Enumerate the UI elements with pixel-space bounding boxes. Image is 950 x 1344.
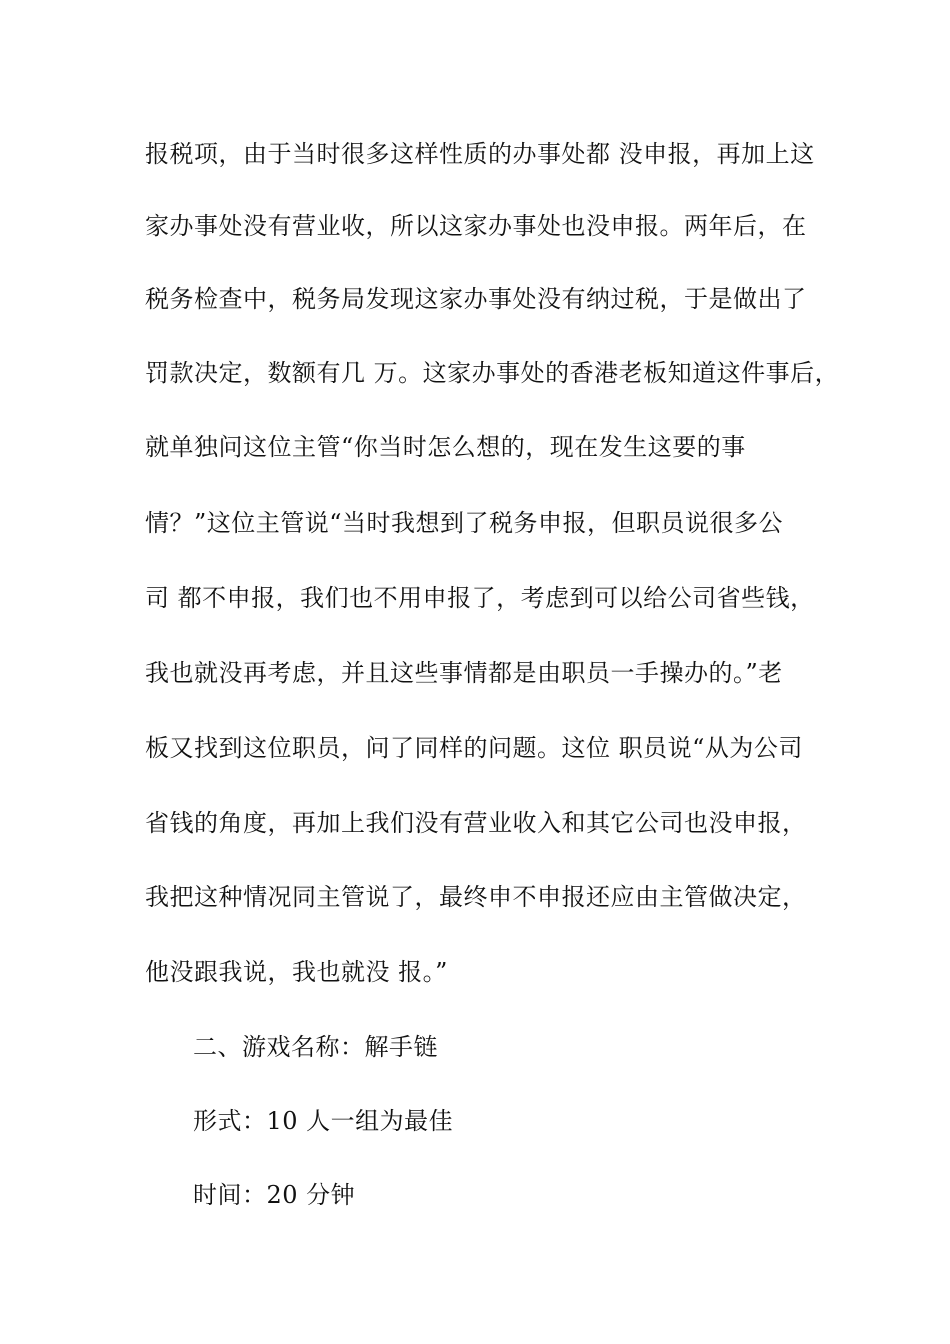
paragraph-line: 就单独问这位主管“你当时怎么想的，现在发生这要的事 [145, 433, 746, 461]
paragraph-line: 家办事处没有营业收，所以这家办事处也没申报。两年后，在 [145, 212, 807, 240]
paragraph-line: 我把这种情况同主管说了，最终申不申报还应由主管做决定， [145, 883, 807, 911]
paragraph-line: 他没跟我说，我也就没 报。” [145, 958, 448, 986]
paragraph-line: 板又找到这位职员，问了同样的问题。这位 职员说“从为公司 [145, 734, 803, 762]
paragraph-line: 税务检查中，税务局发现这家办事处没有纳过税，于是做出了 [145, 285, 807, 313]
section-heading: 二、游戏名称：解手链 [193, 1033, 438, 1061]
paragraph-line: 报税项，由于当时很多这样性质的办事处都 没申报，再加上这 [145, 140, 815, 168]
paragraph-line: 我也就没再考虑，并且这些事情都是由职员一手操办的。”老 [145, 659, 783, 687]
time-line: 时间：20 分钟 [193, 1181, 356, 1209]
paragraph-line: 罚款决定，数额有几 万。这家办事处的香港老板知道这件事后， [145, 359, 840, 387]
paragraph-line: 省钱的角度，再加上我们没有营业收入和其它公司也没申报， [145, 809, 807, 837]
form-line: 形式：10 人一组为最佳 [193, 1107, 454, 1135]
paragraph-line: 司 都不申报，我们也不用申报了，考虑到可以给公司省些钱， [145, 584, 815, 612]
paragraph-line: 情？”这位主管说“当时我想到了税务申报，但职员说很多公 [145, 509, 784, 537]
